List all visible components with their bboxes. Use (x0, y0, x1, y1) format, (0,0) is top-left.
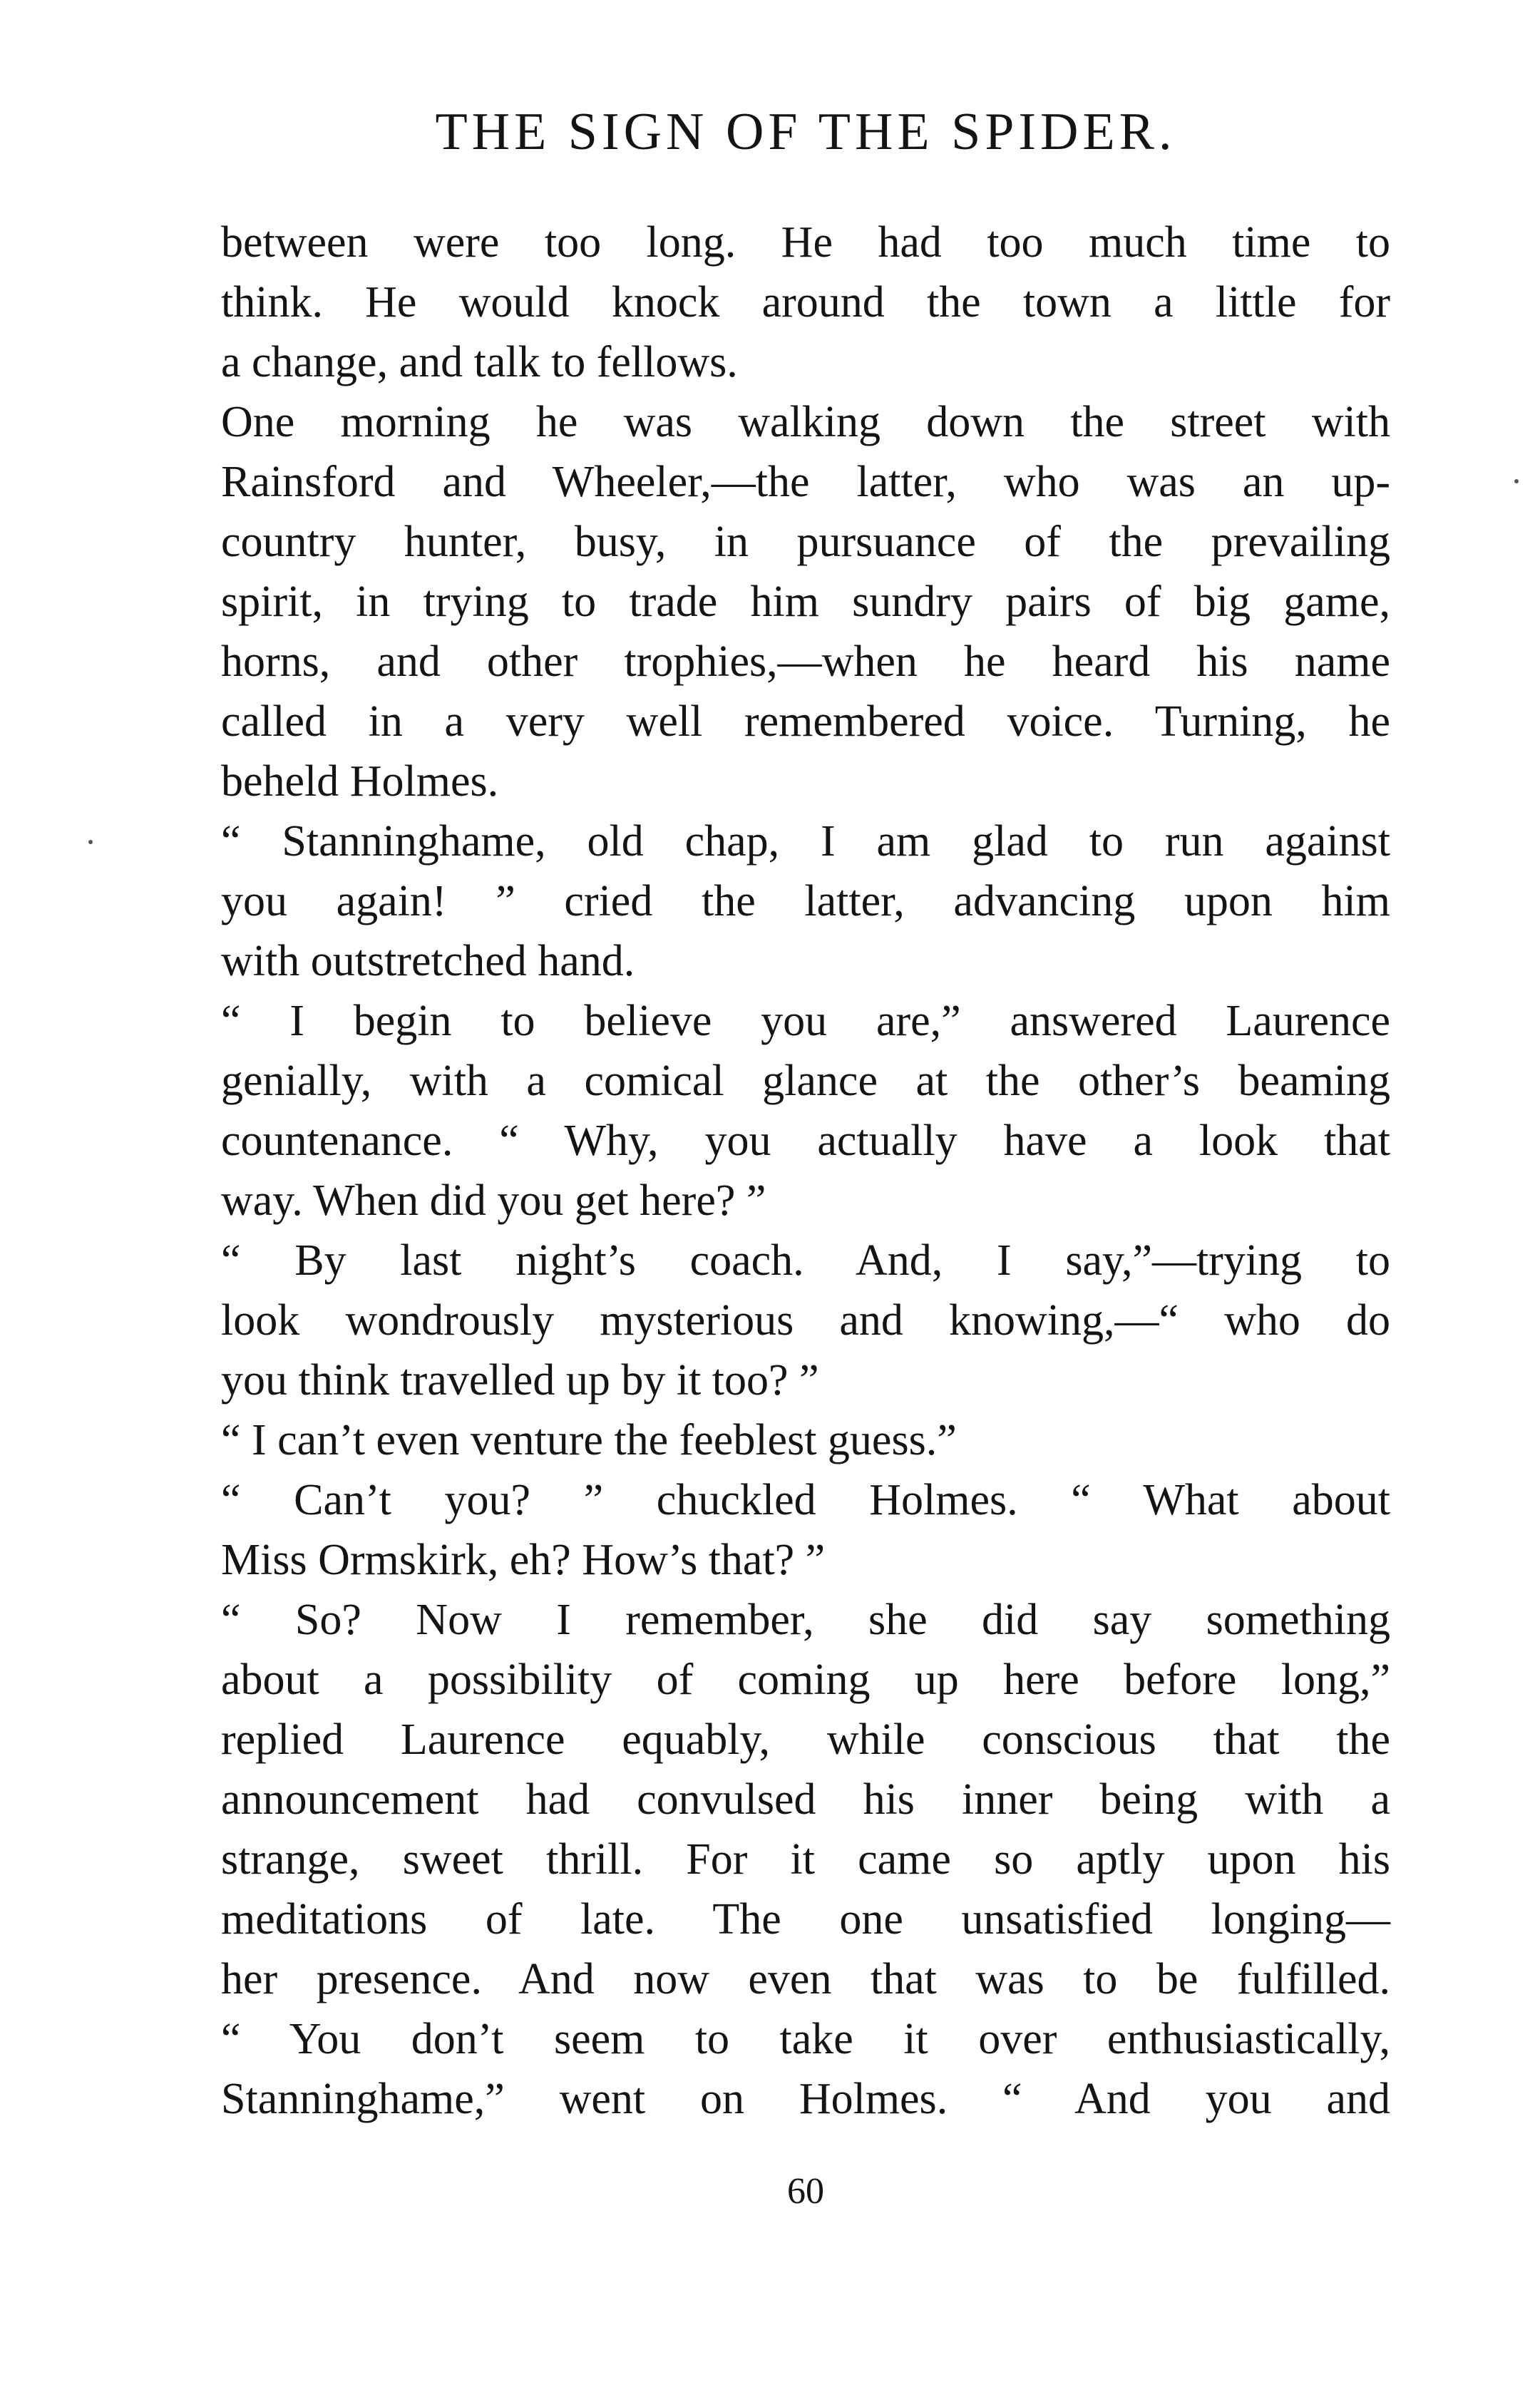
text-line: meditations of late. The one unsatisfied longing— (221, 1895, 1390, 1944)
text-line: think. He would knock around the town a little for (221, 278, 1390, 327)
text-line: look wondrously mysterious and knowing,—“ who do (221, 1296, 1390, 1345)
text-line: Rainsford and Wheeler,—the latter, who was an up- (221, 458, 1390, 506)
paragraph-first-line: “ Stanninghame, old chap, I am glad to run against (221, 817, 1390, 866)
text-line: you again! ” cried the latter, advancing upon him (221, 877, 1390, 925)
paragraph-first-line: “ You don’t seem to take it over enthusiastically, (221, 2015, 1390, 2063)
paper-speck (1514, 479, 1519, 483)
text-line: spirit, in trying to trade him sundry pairs of big game, (221, 578, 1390, 626)
text-line: beheld Holmes. (221, 757, 499, 806)
text-line: called in a very well remembered voice. Turning, he (221, 697, 1390, 746)
paragraph-first-line: One morning he was walking down the street with (221, 398, 1390, 446)
paragraph-first-line: “ I begin to believe you are,” answered Laurence (221, 997, 1390, 1045)
text-line: Stanninghame,” went on Holmes. “ And you and (221, 2075, 1390, 2123)
running-head: THE SIGN OF THE SPIDER. (435, 103, 1176, 161)
text-line: announcement had convulsed his inner being with a (221, 1775, 1390, 1824)
text-line: her presence. And now even that was to be fulfilled. (221, 1955, 1390, 2003)
paragraph-first-line: “ So? Now I remember, she did say something (221, 1596, 1390, 1644)
text-line: strange, sweet thrill. For it came so aptly upon his (221, 1835, 1390, 1884)
text-line: between were too long. He had too much time to (221, 218, 1390, 267)
text-line: horns, and other trophies,—when he heard his name (221, 637, 1390, 686)
page-number: 60 (787, 2171, 824, 2212)
paragraph-first-line: “ By last night’s coach. And, I say,”—trying to (221, 1236, 1390, 1285)
text-line: countenance. “ Why, you actually have a look that (221, 1117, 1390, 1165)
text-line: country hunter, busy, in pursuance of the prevailing (221, 518, 1390, 566)
text-line: Miss Ormskirk, eh? How’s that? ” (221, 1536, 826, 1584)
text-line: a change, and talk to fellows. (221, 338, 738, 386)
paper-speck (88, 840, 93, 844)
paragraph-first-line: “ Can’t you? ” chuckled Holmes. “ What about (221, 1476, 1390, 1524)
paragraph-first-line: “ I can’t even venture the feeblest guess.” (221, 1416, 957, 1464)
text-line: with outstretched hand. (221, 937, 635, 985)
text-line: way. When did you get here? ” (221, 1176, 766, 1225)
text-line: genially, with a comical glance at the other’s beaming (221, 1057, 1390, 1105)
text-line: about a possibility of coming up here before long,” (221, 1656, 1390, 1704)
text-line: you think travelled up by it too? ” (221, 1356, 819, 1405)
body-text (221, 212, 1390, 2129)
text-line: replied Laurence equably, while conscious that the (221, 1715, 1390, 1764)
